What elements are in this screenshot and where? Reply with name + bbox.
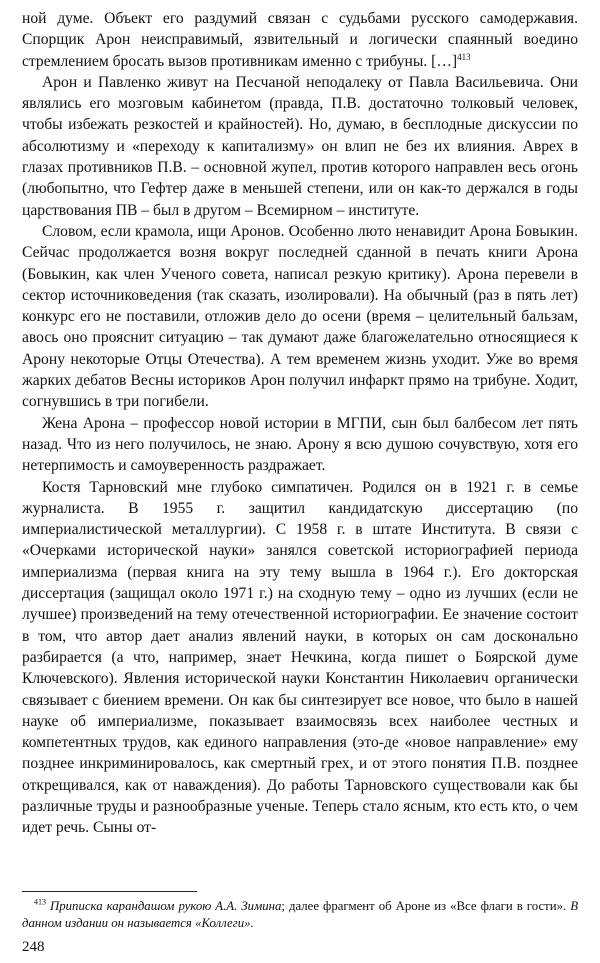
footnote-413 [22, 898, 578, 932]
footnote-italic-part2: В данном издании он называется «Коллеги». [22, 899, 579, 930]
paragraph-4: Жена Арона – профессор новой истории в МГПИ, сын был балбесом лет пять назад. Что из него получилось, не знаю. Арону я всю душою сочувствую, хотя его нетерпимость и самоуверенность раздражает. [22, 414, 578, 475]
footnote-plain-part: ; далее фрагмент об Ароне из «Все флаги в гости». [281, 899, 571, 913]
paragraph-1-text: ной думе. Объект его раздумий связан с судьбами русского самодержавия. Спорщик Арон неисправимый, язвительный и логически спаянный воедино стремлением бросать вызов противникам именно с трибуны. […] [22, 10, 578, 70]
paragraph-5: Костя Тарновский мне глубоко симпатичен. Родился он в 1921 г. в семье журналиста. В 1955 г. защитил кандидатскую диссертацию (по империалистической металлургии). С 1958 г. в штате Института. В связи с «Очерками исторической науки» занялся советской историографией периода империализма (первая книга на эту тему вышла в 1964 г.). Его докторская диссертация (защищал около 1971 г.) на сходную тему – одно из лучших (если не лучшее) произведений на тему отечественной историографии. Ее значение состоит в том, что автор дает анализ явлений науки, в которых он сам досконально разбирается (а что, например, знает Нечкина, когда пишет о Боярской думе Ключевского). Явления исторической науки Константин Николаевич органически связывает с биением времени. Он как бы синтезирует все новое, что было в нашей науке об империализме, показывает взаимосвязь всех наиболее честных и компетентных трудов, как единого направления (это-де «новое направление» ему позднее инкриминировалось, как смертный грех, и от этого понятия П.В. позднее открещивался, как от наваждения). До работы Тарновского существовали как бы различные труды и разнообразные ученые. Теперь стало ясным, кто есть кто, о чем идет речь. Сыны от- [22, 478, 578, 837]
footnote-ref-413[interactable]: 413 [457, 51, 471, 62]
page-number: 248 [22, 939, 45, 955]
footnote-divider [22, 891, 197, 892]
paragraph-2: Арон и Павленко живут на Песчаной неподалеку от Павла Васильевича. Они являлись его мозговым кабинетом (правда, П.В. достаточно толковый человек, чтобы избежать резкостей и крайностей). Но, думаю, в бесплодные дискуссии по абсолютизму и «переходу к капитализму» он влип не без их влияния. Аврех в глазах противников П.В. – основной жупел, против которого направлен весь огонь (любопытно, что Гефтер даже в меньшей степени, или он как-то держался в годы царствования ПВ – был в другом – Всемирном – институте. [22, 73, 578, 219]
footnote-number: 413 [34, 897, 46, 907]
paragraph-1 [22, 8, 578, 72]
footnote-italic-part1: Приписка карандашом рукою А.А. Зимина [50, 899, 282, 913]
paragraph-3: Словом, если крамола, ищи Аронов. Особенно люто ненавидит Арона Бовыкин. Сейчас продолжается возня вокруг последней сданной в печать книги Арона (Бовыкин, как член Ученого совета, написал резкую критику). Арона перевели в сектор источниковедения (так сказать, изолировали). На обычный (раз в пять лет) конкурс его не поставили, отложив дело до осени (время – целительный бальзам, авось оно прояснит ситуацию – так думают даже благожелательно относящиеся к Арону некоторые Отцы Отечества). А тем временем жизнь уходит. Уже во время жарких дебатов Весны историков Арон получил инфаркт прямо на трибуне. Ходит, согнувшись в три погибели. [22, 222, 578, 411]
body-text [22, 8, 578, 839]
